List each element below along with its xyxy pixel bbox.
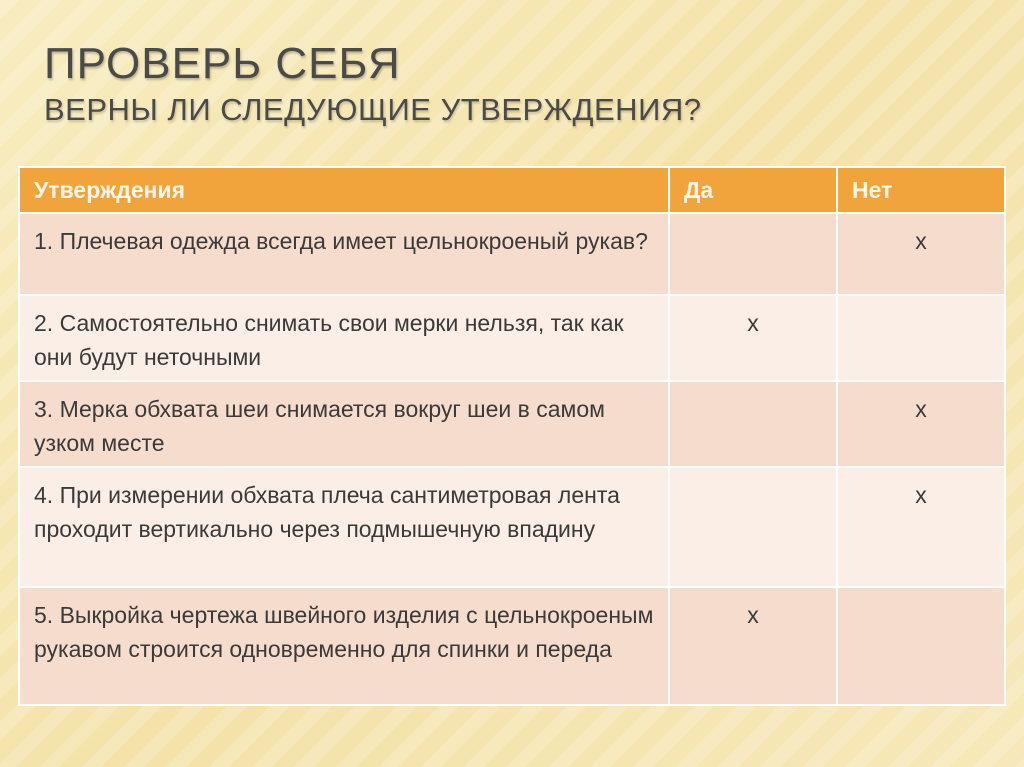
no-cell: х — [837, 213, 1005, 295]
header-yes: Да — [669, 167, 837, 213]
statement-cell: 2. Самостоятельно снимать свои мерки нельзя, так как они будут неточными — [19, 295, 669, 381]
no-cell — [837, 587, 1005, 705]
header-statement: Утверждения — [19, 167, 669, 213]
no-cell: х — [837, 467, 1005, 587]
table-row — [19, 295, 1005, 381]
header-no: Нет — [837, 167, 1005, 213]
statement-cell: 3. Мерка обхвата шеи снимается вокруг шеи в самом узком месте — [19, 381, 669, 467]
no-cell: х — [837, 381, 1005, 467]
table-row — [19, 213, 1005, 295]
page-title: ПРОВЕРЬ СЕБЯ — [44, 39, 401, 88]
yes-cell — [669, 213, 837, 295]
page-subtitle: ВЕРНЫ ЛИ СЛЕДУЮЩИЕ УТВЕРЖДЕНИЯ? — [44, 92, 702, 127]
yes-cell — [669, 467, 837, 587]
table-row — [19, 467, 1005, 587]
table-row — [19, 587, 1005, 705]
no-cell — [837, 295, 1005, 381]
table-header-row — [19, 167, 1005, 213]
statement-cell: 5. Выкройка чертежа швейного изделия с цельнокроеным рукавом строится одновременно для спинки и переда — [19, 587, 669, 705]
yes-cell — [669, 381, 837, 467]
statement-cell: 4. При измерении обхвата плеча сантиметровая лента проходит вертикально через подмышечную впадину — [19, 467, 669, 587]
title-block — [44, 38, 764, 130]
yes-cell: х — [669, 587, 837, 705]
table-row — [19, 381, 1005, 467]
statements-table — [18, 166, 1006, 706]
statement-cell: 1. Плечевая одежда всегда имеет цельнокроеный рукав? — [19, 213, 669, 295]
yes-cell: х — [669, 295, 837, 381]
